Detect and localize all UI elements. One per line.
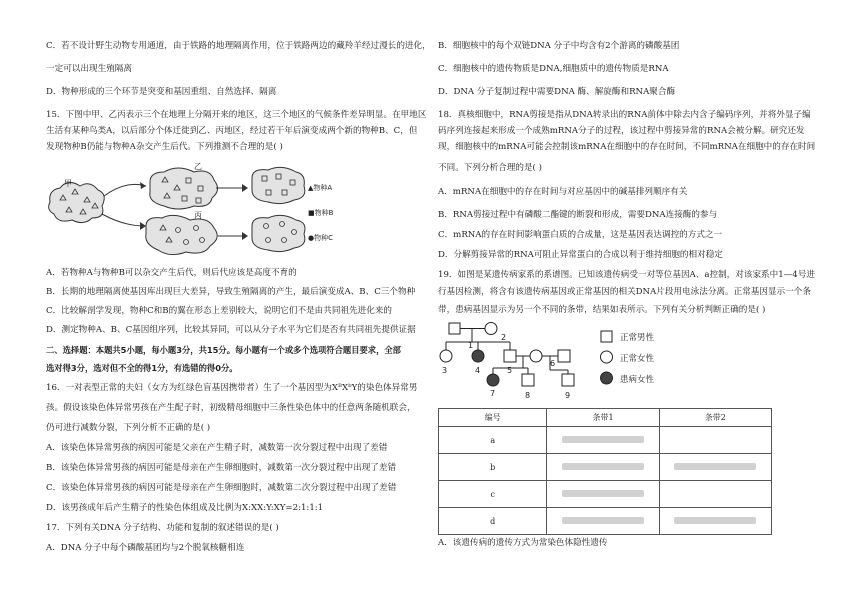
option-a: A．该遗传病的遗传方式为常染色体隐性遗传 (438, 538, 608, 548)
pedigree-number-7: 7 (490, 389, 496, 398)
row-label: b (439, 454, 547, 481)
row-label: a (439, 427, 547, 454)
text-line: 现，细胞核中的mRNA可能会控制该mRNA在细胞中的存在时间，不同mRNA在细胞中的存在时间 (438, 142, 816, 152)
text-line: 生活有某种鸟类A，以后部分个体迁徙到乙、丙地区，经过若干年后演变成两个新的物种B、C，但 (46, 126, 418, 136)
option-c: C．细胞核中的遗传物质是DNA,细胞质中的遗传物质是RNA (438, 64, 669, 74)
legend-affected-female: 患病女性 (620, 375, 655, 385)
text-line: 孩。假设该染色体异常男孩在产生配子时，初级精母细胞中三条性染色体中的任意两条随机联会， (46, 403, 416, 413)
section-title: 二、选择题：本题共5小题，每小题3分，共15分。每小题有一个或多个选项符合题目要求，全部 (46, 345, 401, 355)
pedigree-number-8: 8 (525, 391, 531, 400)
option-c: C．比较解剖学发现，物种C和B的翼在形态上差别较大，说明它们不是由共同祖先进化来的 (46, 306, 393, 316)
band-mark (674, 463, 756, 470)
question-15-stem: 15．下图中甲、乙丙表示三个在地理上分隔开来的地区，这三个地区的气候条件差异明显。在甲地区 (46, 110, 427, 120)
text-line: 一定可以出现生殖隔离 (46, 64, 132, 74)
text-line: 仍可进行减数分裂，下列分析不正确的是( ) (46, 423, 211, 433)
option-a: A．该染色体异常男孩的病因可能是父亲在产生精子时，减数第一次分裂过程中出现了差错 (46, 443, 388, 453)
option-c: C．mRNA的存在时间影响蛋白质的合成量，这是基因表达调控的方式之一 (438, 230, 723, 240)
band-cell (659, 508, 771, 535)
option-b: B．细胞核中的每个双链DNA 分子中均含有2个游离的磷酸基团 (438, 41, 680, 51)
band-cell (547, 481, 659, 508)
section-title-cont: 选对得3分，选对但不全的得1分，有选错的得0分。 (46, 363, 238, 373)
band-mark (562, 463, 644, 470)
question-19-stem: 19．如图是某遗传病家系的系谱图。已知该遗传病受一对等位基因A、a控制，对该家系中1—4号进 (438, 270, 815, 280)
table-header-id: 编号 (439, 409, 547, 427)
legend-normal-female: 正常女性 (620, 354, 655, 364)
row-label: d (439, 508, 547, 535)
text-line: 不同。下列分析合理的是( ) (438, 163, 542, 173)
table-row (439, 481, 772, 508)
option-d: D．测定物种A、B、C基因组序列，比较其异同，可以从分子水平为它们是否有共同祖先提供证据 (46, 325, 416, 335)
option-d: D．该男孩成年后产生精子的性染色体组成及比例为X:XX:Y:XY=2:1:1:1 (46, 503, 324, 513)
option-c: C．该染色体异常男孩的病因可能是母亲在产生卵细胞时，减数第二次分裂过程中出现了差错 (46, 483, 397, 493)
band-cell (547, 454, 659, 481)
pedigree-chart (438, 318, 598, 404)
band-mark (562, 490, 644, 497)
pedigree-number-2: 2 (501, 333, 507, 342)
band-mark (674, 517, 756, 524)
pedigree-number-5: 5 (507, 366, 513, 375)
pedigree-number-4: 4 (475, 366, 481, 375)
option-d: D．分解剪接异常的RNA可阻止异常蛋白的合成以利于维持细胞的相对稳定 (438, 250, 723, 260)
text-line: 发现物种B仍能与物种A杂交产生后代。下列推测不合理的是( ) (46, 142, 283, 152)
band-cell (547, 508, 659, 535)
pedigree-number-9: 9 (565, 391, 571, 400)
question-17-stem: 17．下列有关DNA 分子结构、功能和复制的叙述错误的是( ) (46, 523, 279, 533)
row-label: c (439, 481, 547, 508)
region-bing-label: 丙 (194, 211, 202, 220)
table-header-band1: 条带1 (547, 409, 659, 427)
question-16-stem: 16．一对表型正常的夫妇（女方为红绿色盲基因携带者）生了一个基因型为XᴮXᵇY的染色体异常男 (46, 383, 418, 393)
option-a: A．mRNA在细胞中的存在时间与对应基因中的碱基排列顺序有关 (438, 187, 688, 197)
question-18-stem: 18．真核细胞中，RNA剪接是指从DNA转录出的RNA前体中除去内含子编码序列，并将外显子编 (438, 110, 811, 120)
band-cell (659, 427, 771, 454)
option-b: B．长期的地理隔离使基因库出现巨大差异，导致生殖隔离的产生，最后演变成A、B、C三个物种 (46, 287, 416, 297)
option-b: B．RNA剪接过程中有磷酸二酯键的断裂和形成，需要DNA连接酶的参与 (438, 210, 718, 220)
text-line: D．物种形成的三个环节是突变和基因重组、自然选择、隔离 (46, 87, 277, 97)
legend-normal-male: 正常男性 (620, 333, 655, 343)
band-mark (562, 517, 644, 524)
legend-species-b: ■物种B (308, 209, 334, 217)
region-jia-label: 甲 (64, 179, 72, 188)
table-row (439, 454, 772, 481)
table-row (439, 508, 772, 535)
electrophoresis-table (438, 408, 772, 535)
table-row (439, 427, 772, 454)
legend-species-c: ●物种C (308, 234, 333, 242)
pedigree-number-6: 6 (550, 359, 556, 368)
option-d: D．DNA 分子复制过程中需要DNA 酶、解旋酶和RNA聚合酶 (438, 87, 676, 97)
band-cell (659, 481, 771, 508)
text-line: 带，患病基因显示为另一个不同的条带，结果如表所示。下列有关分析判断正确的是( ) (438, 305, 766, 315)
band-cell (659, 454, 771, 481)
region-yi-label: 乙 (194, 162, 202, 171)
text-line: C．若不设计野生动物专用通道，由于铁路的地理隔离作用，位于铁路两边的藏羚羊经过漫长的进化， (46, 41, 431, 51)
table-header-band2: 条带2 (659, 409, 771, 427)
geographic-isolation-diagram (46, 160, 346, 258)
option-a: A．DNA 分子中每个磷酸基团均与2个脱氧核糖相连 (46, 543, 245, 553)
pedigree-number-3: 3 (442, 366, 448, 375)
band-mark (562, 436, 644, 443)
text-line: 码序列连接起来形成一个成熟mRNA分子的过程，该过程中剪接异常的RNA会被分解。研究还发 (438, 126, 805, 136)
option-a: A．若物种A与物种B可以杂交产生后代，则后代应该是高度不育的 (46, 268, 297, 278)
legend-species-a: ▲物种A (308, 184, 333, 192)
pedigree-legend-symbols (600, 330, 614, 392)
text-line: 行基因检测，将含有该遗传病基因或正常基因的相关DNA片段用电泳法分离。正常基因显示一个条 (438, 287, 811, 297)
option-b: B．该染色体异常男孩的病因可能是母亲在产生卵细胞时，减数第一次分裂过程中出现了差错 (46, 463, 397, 473)
pedigree-number-1: 1 (468, 341, 474, 350)
band-cell (547, 427, 659, 454)
